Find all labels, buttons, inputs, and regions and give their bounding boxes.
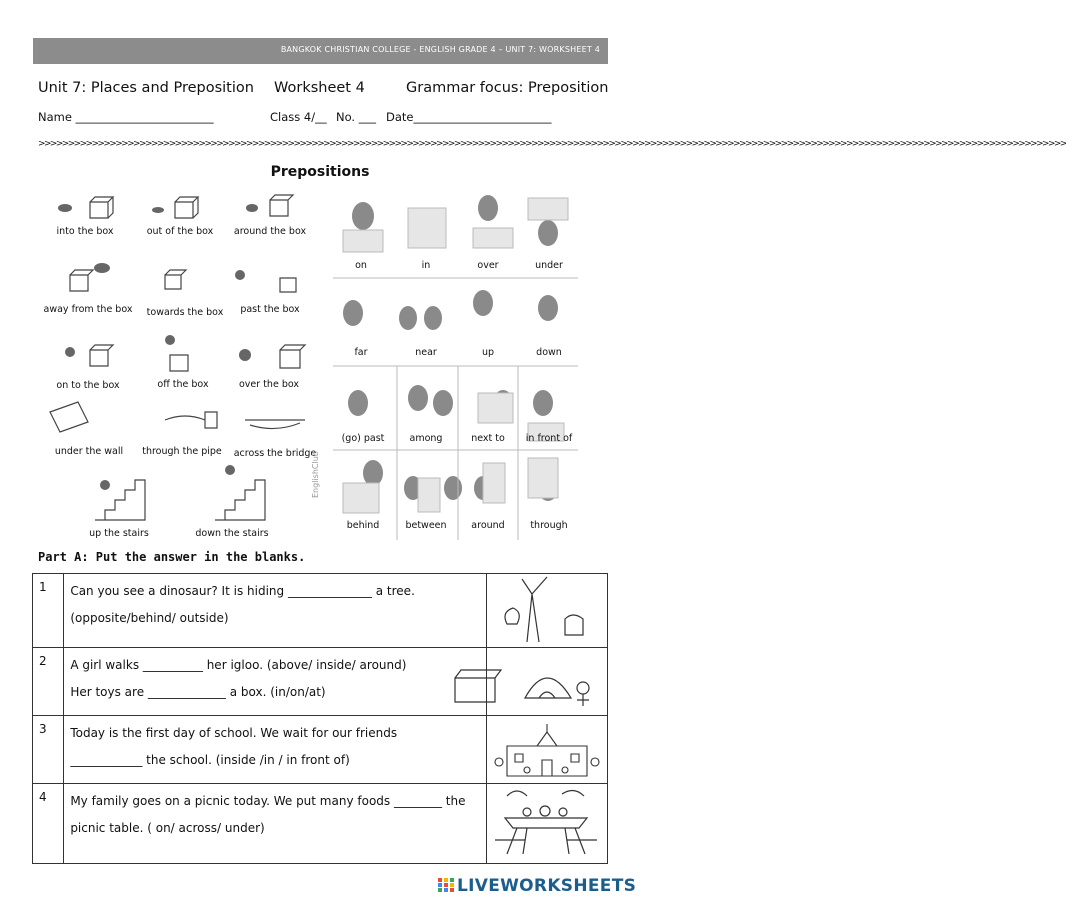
caption-in-front-of: in front of bbox=[525, 433, 573, 444]
grammar-focus: Grammar focus: Preposition bbox=[406, 80, 609, 96]
caption-near: near bbox=[415, 347, 437, 358]
caption-on: on bbox=[355, 260, 367, 271]
caption-over-the-box: over the box bbox=[239, 379, 299, 390]
question-number: 3 bbox=[33, 716, 64, 784]
section-title: Prepositions bbox=[270, 164, 370, 180]
question-line[interactable]: ____________ the school. (inside /in / in front of) bbox=[70, 753, 350, 767]
picnic-drawing bbox=[487, 784, 605, 860]
caption-around: around bbox=[471, 520, 505, 531]
worksheet-label: Worksheet 4 bbox=[274, 80, 365, 96]
question-text[interactable] bbox=[64, 574, 487, 648]
caption-through-the-pipe: through the pipe bbox=[142, 446, 222, 457]
caption-out-of-the-box: out of the box bbox=[146, 226, 214, 237]
caption-towards-the-box: towards the box bbox=[146, 307, 224, 318]
school-drawing bbox=[487, 716, 605, 780]
caption-in: in bbox=[421, 260, 431, 271]
caption-off-the-box: off the box bbox=[157, 379, 209, 390]
caption-around-the-box: around the box bbox=[233, 226, 307, 237]
class-field[interactable]: Class 4/__ bbox=[270, 110, 327, 124]
question-table bbox=[32, 573, 608, 864]
question-text[interactable] bbox=[64, 716, 487, 784]
caption-away-from-the-box: away from the box bbox=[43, 304, 133, 315]
question-line[interactable]: My family goes on a picnic today. We put many foods ________ the bbox=[70, 794, 466, 808]
part-a-title: Part A: Put the answer in the blanks. bbox=[38, 550, 306, 564]
caption-under: under bbox=[535, 260, 563, 271]
separator-line: >>>>>>>>>>>>>>>>>>>>>>>>>>>>>>>>>>>>>>>>>>>>>>>>>>>>>>>>>>>>>>>>>>>>>>>>>>>>>>>>>>>>>>>>>>>>>>>>>>>>>>>>>>>>>>>>>>>>>>>>>>>>>>>>>>>>>>>>>>>>>>>>>>>>>>>>>>>>>>>>>>>>>>>>>>>>> bbox=[38, 139, 1066, 149]
igloo-drawing bbox=[447, 648, 597, 714]
caption-up-the-stairs: up the stairs bbox=[89, 528, 149, 539]
question-number: 2 bbox=[33, 648, 64, 716]
tree-dinosaur-picture bbox=[487, 574, 608, 648]
question-line: picnic table. ( on/ across/ under) bbox=[70, 821, 265, 835]
question-number: 1 bbox=[33, 574, 64, 648]
question-line[interactable]: Can you see a dinosaur? It is hiding ______________ a tree. bbox=[70, 584, 415, 598]
question-line: (opposite/behind/ outside) bbox=[70, 611, 229, 625]
owl-preposition-grid bbox=[333, 188, 578, 540]
number-field[interactable]: No. ___ bbox=[336, 110, 376, 124]
caption-next-to: next to bbox=[471, 433, 505, 444]
caption-down: down bbox=[536, 347, 562, 358]
caption-on-to-the-box: on to the box bbox=[56, 380, 120, 391]
question-text[interactable] bbox=[64, 784, 487, 864]
englishclub-watermark: EnglishClub bbox=[311, 451, 320, 498]
caption-into-the-box: into the box bbox=[56, 226, 114, 237]
caption-up: up bbox=[481, 347, 495, 358]
date-field[interactable]: Date________________________ bbox=[386, 110, 552, 124]
table-row bbox=[33, 648, 608, 716]
table-row bbox=[33, 716, 608, 784]
left-illustrations bbox=[30, 180, 330, 540]
caption-behind: behind bbox=[346, 520, 380, 531]
question-number: 4 bbox=[33, 784, 64, 864]
question-line[interactable]: A girl walks __________ her igloo. (above/ inside/ around) bbox=[70, 658, 407, 672]
caption-between: between bbox=[405, 520, 447, 531]
owl-drawings bbox=[333, 188, 578, 540]
liveworksheets-footer bbox=[438, 876, 636, 896]
caption-across-the-bridge: across the bridge bbox=[233, 448, 317, 459]
igloo-picture bbox=[487, 648, 608, 716]
school-picture bbox=[487, 716, 608, 784]
caption-past-the-box: past the box bbox=[240, 304, 300, 315]
unit-title: Unit 7: Places and Preposition bbox=[38, 80, 254, 96]
question-text[interactable] bbox=[64, 648, 487, 716]
caption-over: over bbox=[477, 260, 499, 271]
name-field[interactable]: Name ________________________ bbox=[38, 110, 214, 124]
banner-text: BANGKOK CHRISTIAN COLLEGE - ENGLISH GRADE 4 – UNIT 7: WORKSHEET 4 bbox=[280, 45, 600, 54]
caption-among: among bbox=[409, 433, 443, 444]
question-line[interactable]: Her toys are _____________ a box. (in/on/at) bbox=[70, 685, 326, 699]
caption-under-the-wall: under the wall bbox=[54, 446, 124, 457]
picnic-table-picture bbox=[487, 784, 608, 864]
table-row bbox=[33, 574, 608, 648]
tree-drawing bbox=[487, 574, 605, 644]
caption-go-past: (go) past bbox=[341, 433, 385, 444]
header-banner bbox=[33, 38, 608, 64]
footer-text: LIVEWORKSHEETS bbox=[457, 876, 637, 896]
table-row bbox=[33, 784, 608, 864]
caption-through: through bbox=[530, 520, 568, 531]
caption-down-the-stairs: down the stairs bbox=[195, 528, 269, 539]
liveworksheets-logo-icon bbox=[438, 878, 454, 892]
caption-far: far bbox=[354, 347, 368, 358]
question-line: Today is the first day of school. We wait for our friends bbox=[70, 726, 398, 740]
